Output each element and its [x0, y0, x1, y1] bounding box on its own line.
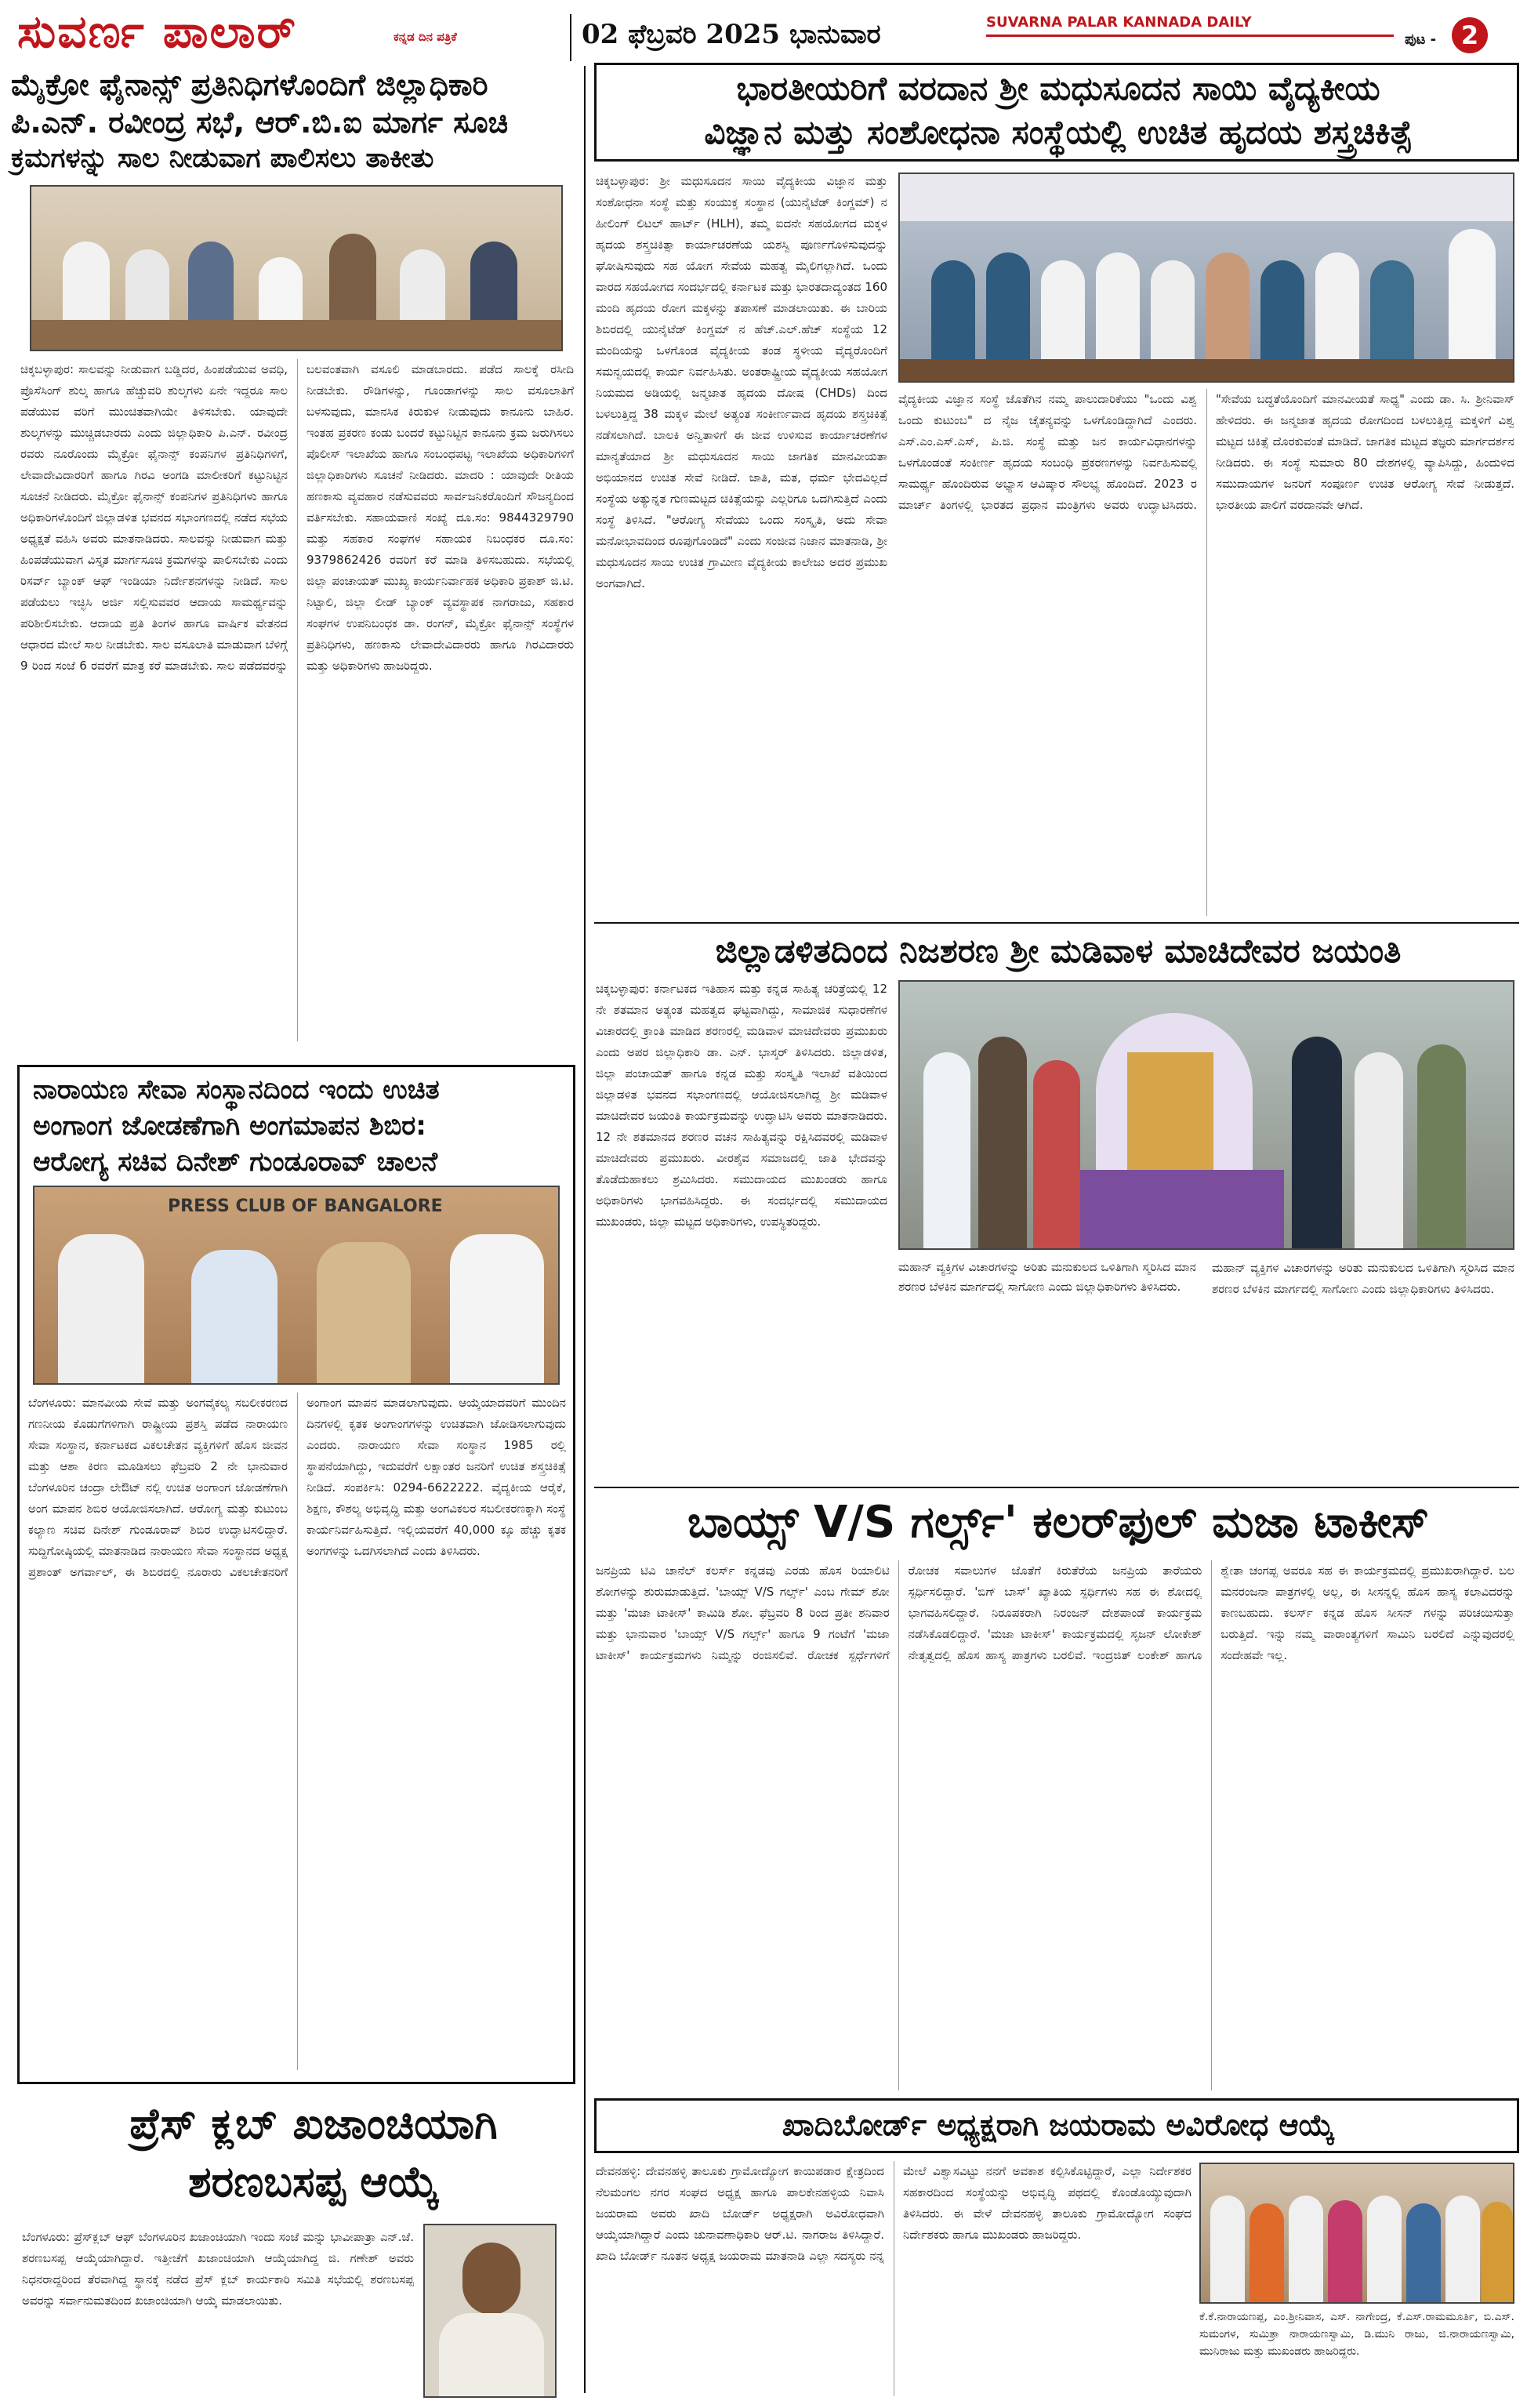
hospital-body-left: ಚಿಕ್ಕಬಳ್ಳಾಪುರ: ಶ್ರೀ ಮಧುಸೂದನ ಸಾಯಿ ವೈದ್ಯಕೀಯ ವಿಜ್ಞಾನ ಮತ್ತು ಸಂಶೋಧನಾ ಸಂಸ್ಥೆ ಮತ್ತು ಸಂಯುಕ್ತ ಸಂಸ್ಥಾನ (ಯುನೈಟೆಡ್ ಕಿಂಗ್ಡಮ್) ನ ಹೀಲಿಂಗ್ ಲಿಟಲ್ ಹಾರ್ಟ್ (HLH), ತಮ್ಮ ಐದನೇ ಸಹಯೋಗದ ಮಕ್ಕಳ ಹೃದಯ ಶಸ್ತ್ರಚಿಕಿತ್ಸಾ ಕಾರ್ಯಾಚರಣೆಯ ಯಶಸ್ವಿ ಪೂರ್ಣಗೊಳಿಸುವುದನ್ನು ಘೋಷಿಸುವುದು ಸಹ ಯೋಗ ಸೇವೆಯ ಮಹತ್ವ ಮೈಲಿಗಲ್ಲಾಗಿದೆ. ಒಂದು ವಾರದ ಸಹಯೋಗದ ಸಂದರ್ಭದಲ್ಲಿ ಕರ್ನಾಟಕ ಮತ್ತು ಭಾರತದಾದ್ಯಂತದ 160 ಮಂದಿ ಹೃದಯ ರೋಗ ಮಕ್ಕಳನ್ನು ತಪಾಸಣೆ ಮಾಡಲಾಯಿತು. ಈ ಬಾರಿಯ ಶಿಬಿರದಲ್ಲಿ ಯುನೈಟೆಡ್ ಕಿಂಗ್ಡಮ್ ನ ಹೆಚ್.ಎಲ್.ಹೆಚ್ ಸಂಸ್ಥೆಯ 12 ಮಂದಿಯನ್ನು ಒಳಗೊಂಡ ವೈದ್ಯಕೀಯ ತಂಡ ಸ್ಥಳೀಯ ವೈದ್ಯರೊಂದಿಗೆ ಸಮನ್ವಯದಲ್ಲಿ ಕಾರ್ಯ ನಿರ್ವಹಿಸಿತು. ಅಂತರಾಷ್ಟ್ರೀಯ ವೈದ್ಯಕೀಯ ಸಹಯೋಗ ನಿಯಮದ ಅಡಿಯಲ್ಲಿ ಜನ್ಮಜಾತ ಹೃದಯ ದೋಷ (CHDs) ದಿಂದ ಬಳಲುತ್ತಿದ್ದ 38 ಮಕ್ಕಳ ಮೇಲೆ ಅತ್ಯಂತ ಸಂಕೀರ್ಣವಾದ ಹೃದಯ ಶಸ್ತ್ರಚಿಕಿತ್ಸೆ ನಡೆಸಲಾಗಿದೆ. ಬಾಲಕಿ ಅನ್ವಿತಾಳಿಗೆ ಈ ಜೀವ ಉಳಿಸುವ ಕಾರ್ಯಾಚರಣೆಗಳ ಮಾನ್ಯತೆಯಾದ ಶ್ರೀ ಮಧುಸೂದನ ಸಾಯಿ ಜಾಗತಿಕ ಮಾನವೀಯತಾ ಅಭಿಯಾನದ ಉಚಿತ ಸೇವೆ ನೀಡಿದೆ. ಜಾತಿ, ಮತ, ಧರ್ಮ ಭೇದವಿಲ್ಲದೆ ಸಂಸ್ಥೆಯ ಅತ್ಯುನ್ನತ ಗುಣಮಟ್ಟದ ಚಿಕಿತ್ಸೆಯನ್ನು ಎಲ್ಲರಿಗೂ ಒದಗಿಸುತ್ತಿದೆ ಎಂದು ಸಂಸ್ಥೆ ತಿಳಿಸಿದೆ. "ಆರೋಗ್ಯ ಸೇವೆಯು ಒಂದು ಸಂಸ್ಕೃತಿ, ಅದು ಸೇವಾ ಮನೋಭಾವದಿಂದ ರೂಪುಗೊಂಡಿದೆ" ಎಂದು ಸಂಜೀವ ನಿಜಾನ ಮಾತನಾಡಿ, ಶ್ರೀ ಮಧುಸೂದನ ಸಾಯಿ ಉಚಿತ ಗ್ರಾಮೀಣ ವೈದ್ಯಕೀಯ ಕಾಲೇಜು ಅದರ ಪ್ರಮುಖ ಅಂಗವಾಗಿದೆ.	[596, 174, 887, 590]
press-meet-photo	[33, 1186, 560, 1385]
meeting-photo	[30, 185, 563, 351]
press-club-sign: PRESS CLUB OF BANGALORE	[168, 1197, 443, 1216]
hospital-headline-2: ವಿಜ್ಞಾನ ಮತ್ತು ಸಂಶೋಧನಾ ಸಂಸ್ಥೆಯಲ್ಲಿ ಉಚಿತ ಹೃದಯ ಶಸ್ತ್ರಚಿಕಿತ್ಸೆ	[704, 113, 1413, 151]
daily-name: SUVARNA PALAR KANNADA DAILY	[986, 14, 1252, 31]
khadi-headline: ಖಾದಿಬೋರ್ಡ್ ಅಧ್ಯಕ್ಷರಾಗಿ ಜಯರಾಮ ಅವಿರೋಧ ಆಯ್ಕೆ	[782, 2108, 1335, 2142]
seva-headline-3: ಆರೋಗ್ಯ ಸಚಿವ ದಿನೇಶ್ ಗುಂಡೂರಾವ್ ಚಾಲನೆ	[33, 1146, 438, 1178]
newspaper-tagline: ಕನ್ನಡ ದಿನ ಪತ್ರಿಕೆ	[394, 30, 457, 44]
finance-headline-1: ಮೈಕ್ರೋ ಫೈನಾನ್ಸ್ ಪ್ರತಿನಿಧಿಗಳೊಂದಿಗೆ ಜಿಲ್ಲಾಧಿಕಾರಿ	[11, 67, 488, 102]
jayanti-headline: ಜಿಲ್ಲಾಡಳಿತದಿಂದ ನಿಜಶರಣ ಶ್ರೀ ಮಡಿವಾಳ ಮಾಚಿದೇವರ ಜಯಂತಿ	[715, 932, 1402, 970]
page-label: ಪುಟ -	[1405, 31, 1437, 48]
page-number-badge: 2	[1452, 17, 1488, 53]
press-headline-1: ಪ್ರೆಸ್ ಕ್ಲಬ್ ಖಜಾಂಚಿಯಾಗಿ	[129, 2099, 498, 2148]
boys-headline: ಬಾಯ್ಸ್ V/S ಗರ್ಲ್ಸ್' ಕಲರ್‌ಫುಲ್ ಮಜಾ ಟಾಕೀಸ್	[687, 1497, 1429, 1548]
ceremony-photo	[898, 980, 1514, 1250]
seva-headline-2: ಅಂಗಾಂಗ ಜೋಡಣೆಗಾಗಿ ಅಂಗಮಾಪನ ಶಿಬಿರ:	[33, 1110, 426, 1142]
issue-date: 02 ಫೆಬ್ರವರಿ 2025 ಭಾನುವಾರ	[582, 19, 881, 50]
sharanabasappa-portrait	[423, 2224, 557, 2398]
jayanti-continued-text: ಮಹಾನ್ ವ್ಯಕ್ತಿಗಳ ವಿಚಾರಗಳನ್ನು ಅರಿತು ಮನುಕುಲದ ಒಳಿತಿಗಾಗಿ ಸ್ಮರಿಸಿದ ಮಾನ ಶರಣರ ಬೆಳಕಿನ ಮಾರ್ಗದಲ್ಲಿ ಸಾಗೋಣ ಎಂದು ಜಿಲ್ಲಾಧಿಕಾರಿಗಳು ತಿಳಿಸಿದರು.	[1212, 1261, 1514, 1296]
boys-top-rule	[594, 1487, 1519, 1488]
boys-body: ಜನಪ್ರಿಯ ಟಿವಿ ಚಾನೆಲ್ ಕಲರ್ಸ್ ಕನ್ನಡವು ಎರಡು ಹೊಸ ರಿಯಾಲಿಟಿ ಶೋಗಳನ್ನು ಶುರುಮಾಡುತ್ತಿದೆ. 'ಬಾಯ್ಸ್ V/S ಗರ್ಲ್ಸ್' ಎಂಬ ಗೇಮ್ ಶೋ ಮತ್ತು 'ಮಜಾ ಟಾಕೀಸ್' ಕಾಮಿಡಿ ಶೋ. ಫೆಬ್ರವರಿ 8 ರಿಂದ ಪ್ರತೀ ಶನಿವಾರ ಮತ್ತು ಭಾನುವಾರ 'ಬಾಯ್ಸ್ V/S ಗರ್ಲ್ಸ್' ಹಾಗೂ 9 ಗಂಟೆಗೆ 'ಮಜಾ ಟಾಕೀಸ್' ಕಾರ್ಯಕ್ರಮಗಳು ನಿಮ್ಮನ್ನು ರಂಜಿಸಲಿವೆ. ರೋಚಕ ಸ್ಪರ್ಧೆಗಳಿಗೆ ರೋಚಕ ಸವಾಲುಗಳ ಜೊತೆಗೆ ಕಿರುತೆರೆಯ ಜನಪ್ರಿಯ ತಾರೆಯರು ಸ್ಪರ್ಧಿಸಲಿದ್ದಾರೆ. 'ಬಿಗ್ ಬಾಸ್' ಖ್ಯಾತಿಯ ಸ್ಪರ್ಧಿಗಳು ಸಹ ಈ ಶೋದಲ್ಲಿ ಭಾಗವಹಿಸಲಿದ್ದಾರೆ. ನಿರೂಪಕರಾಗಿ ನಿರಂಜನ್ ದೇಶಪಾಂಡೆ ಕಾರ್ಯಕ್ರಮ ನಡೆಸಿಕೊಡಲಿದ್ದಾರೆ. 'ಮಜಾ ಟಾಕೀಸ್' ಕಾರ್ಯಕ್ರಮದಲ್ಲಿ ಸೃಜನ್ ಲೋಕೇಶ್ ನೇತೃತ್ವದಲ್ಲಿ ಹೊಸ ಹಾಸ್ಯ ಪಾತ್ರಗಳು ಬರಲಿವೆ. ಇಂದ್ರಜಿತ್ ಲಂಕೇಶ್ ಹಾಗೂ ಶ್ವೇತಾ ಚಂಗಪ್ಪ ಅವರೂ ಸಹ ಈ ಕಾರ್ಯಕ್ರಮದಲ್ಲಿ ಪ್ರಮುಖರಾಗಿದ್ದಾರೆ. ಬಲ ಮನರಂಜನಾ ಪಾತ್ರಗಳಲ್ಲಿ ಅಲ್ಲ, ಈ ಸೀಸನ್ನಲ್ಲಿ ಹೊಸ ಹಾಸ್ಯ ಕಲಾವಿದರನ್ನು ಕಾಣಬಹುದು. ಕಲರ್ಸ್ ಕನ್ನಡ ಹೊಸ ಸೀಸನ್ ಗಳನ್ನು ಪರಿಚಯಿಸುತ್ತಾ ಬರುತ್ತಿದೆ. ಇನ್ನು ನಮ್ಮ ವಾರಾಂತ್ಯಗಳಿಗೆ ಸಾಮಿನಿ ಬರಲಿದೆ ಎನ್ನುವುದರಲ್ಲಿ ಸಂದೇಹವೇ ಇಲ್ಲ.	[596, 1564, 1514, 1662]
jayanti-caption: ಮಹಾನ್ ವ್ಯಕ್ತಿಗಳ ವಿಚಾರಗಳನ್ನು ಅರಿತು ಮನುಕುಲದ ಒಳಿತಿಗಾಗಿ ಸ್ಮರಿಸಿದ ಮಾನ ಶರಣರ ಬೆಳಕಿನ ಮಾರ್ಗದಲ್ಲಿ ಸಾಗೋಣ ಎಂದು ಜಿಲ್ಲಾಧಿಕಾರಿಗಳು ತಿಳಿಸಿದರು.	[898, 1260, 1196, 1294]
finance-headline-3: ಕ್ರಮಗಳನ್ನು ಸಾಲ ನೀಡುವಾಗ ಪಾಲಿಸಲು ತಾಕೀತು	[11, 143, 434, 174]
seva-body: ಬೆಂಗಳೂರು: ಮಾನವೀಯ ಸೇವೆ ಮತ್ತು ಅಂಗವೈಕಲ್ಯ ಸಬಲೀಕರಣದ ಗಣನೀಯ ಕೊಡುಗೆಗಳಿಗಾಗಿ ರಾಷ್ಟ್ರೀಯ ಪ್ರಶಸ್ತಿ ಪಡೆದ ನಾರಾಯಣ ಸೇವಾ ಸಂಸ್ಥಾನ, ಕರ್ನಾಟಕದ ವಿಕಲಚೇತನ ವ್ಯಕ್ತಿಗಳಿಗೆ ಹೊಸ ಜೀವನ ಮತ್ತು ಆಶಾ ಕಿರಣ ಮೂಡಿಸಲು ಫೆಬ್ರವರಿ 2 ನೇ ಭಾನುವಾರ ಬೆಂಗಳೂರಿನ ಚಂದ್ರಾ ಲೇಔಟ್ ನಲ್ಲಿ ಉಚಿತ ಅಂಗಾಂಗ ಜೋಡಣೆಗಾಗಿ ಅಂಗ ಮಾಪನ ಶಿಬಿರ ಆಯೋಜಿಸಲಾಗಿದೆ. ಆರೋಗ್ಯ ಮತ್ತು ಕುಟುಂಬ ಕಲ್ಯಾಣ ಸಚಿವ ದಿನೇಶ್ ಗುಂಡೂರಾವ್ ಶಿಬಿರ ಉದ್ಘಾಟಿಸಲಿದ್ದಾರೆ. ಸುದ್ದಿಗೋಷ್ಠಿಯಲ್ಲಿ ಮಾತನಾಡಿದ ನಾರಾಯಣ ಸೇವಾ ಸಂಸ್ಥಾನದ ಅಧ್ಯಕ್ಷ ಪ್ರಶಾಂತ್ ಅಗರ್ವಾಲ್, ಈ ಶಿಬಿರದಲ್ಲಿ ನೂರಾರು ವಿಕಲಚೇತನರಿಗೆ ಅಂಗಾಂಗ ಮಾಪನ ಮಾಡಲಾಗುವುದು. ಆಯ್ಕೆಯಾದವರಿಗೆ ಮುಂದಿನ ದಿನಗಳಲ್ಲಿ ಕೃತಕ ಅಂಗಾಂಗಗಳನ್ನು ಉಚಿತವಾಗಿ ಜೋಡಿಸಲಾಗುವುದು ಎಂದರು. ನಾರಾಯಣ ಸೇವಾ ಸಂಸ್ಥಾನ 1985 ರಲ್ಲಿ ಸ್ಥಾಪನೆಯಾಗಿದ್ದು, ಇದುವರೆಗೆ ಲಕ್ಷಾಂತರ ಜನರಿಗೆ ಉಚಿತ ಶಸ್ತ್ರಚಿಕಿತ್ಸೆ ನೀಡಿದೆ. ಸಂಪರ್ಕಿಸಿ: 0294-6622222. ವೈದ್ಯಕೀಯ ಆರೈಕೆ, ಶಿಕ್ಷಣ, ಕೌಶಲ್ಯ ಅಭಿವೃದ್ಧಿ ಮತ್ತು ಅಂಗವಿಕಲರ ಸಬಲೀಕರಣಕ್ಕಾಗಿ ಸಂಸ್ಥೆ ಕಾರ್ಯನಿರ್ವಹಿಸುತ್ತಿದೆ. ಇಲ್ಲಿಯವರೆಗೆ 40,000 ಕ್ಕೂ ಹೆಚ್ಚು ಕೃತಕ ಅಂಗಗಳನ್ನು ಒದಗಿಸಲಾಗಿದೆ ಎಂದು ತಿಳಿಸಿದರು.	[28, 1396, 566, 1579]
khadi-caption: ಕೆ.ಕೆ.ನಾರಾಯಣಪ್ಪ, ಎಂ.ಶ್ರೀನಿವಾಸ, ಎಸ್. ನಾಗೇಂದ್ರ, ಕೆ.ಎಸ್.ರಾಮಮೂರ್ತಿ, ಬಿ.ಎಸ್. ಸುಮಂಗಳ, ಸುಮಿತ್ರಾ ನಾರಾಯಣಸ್ವಾಮಿ, ಡಿ.ಮುನಿ ರಾಜು, ಜಿ.ನಾರಾಯಣಸ್ವಾಮಿ, ಮುನಿರಾಜು ಮತ್ತು ಮುಖಂಡರು ಹಾಜರಿದ್ದರು.	[1199, 2311, 1514, 2358]
jayanti-body: ಚಿಕ್ಕಬಳ್ಳಾಪುರ: ಕರ್ನಾಟಕದ ಇತಿಹಾಸ ಮತ್ತು ಕನ್ನಡ ಸಾಹಿತ್ಯ ಚರಿತ್ರೆಯಲ್ಲಿ 12 ನೇ ಶತಮಾನ ಅತ್ಯಂತ ಮಹತ್ವದ ಘಟ್ಟವಾಗಿದ್ದು, ಸಾಮಾಜಿಕ ಸುಧಾರಣೆಗಳ ವಿಚಾರದಲ್ಲಿ ಕ್ರಾಂತಿ ಮಾಡಿದ ಶರಣರಲ್ಲಿ ಮಡಿವಾಳ ಮಾಚಿದೇವರು ಪ್ರಮುಖರು ಎಂದು ಅಪರ ಜಿಲ್ಲಾಧಿಕಾರಿ ಡಾ. ಎನ್. ಭಾಸ್ಕರ್ ತಿಳಿಸಿದರು. ಜಿಲ್ಲಾಡಳಿತ, ಜಿಲ್ಲಾ ಪಂಚಾಯತ್ ಹಾಗೂ ಕನ್ನಡ ಮತ್ತು ಸಂಸ್ಕೃತಿ ಇಲಾಖೆ ವತಿಯಿಂದ ಜಿಲ್ಲಾಡಳಿತ ಭವನದ ಸಭಾಂಗಣದಲ್ಲಿ ಆಯೋಜಿಸಲಾಗಿದ್ದ ಶ್ರೀ ಮಡಿವಾಳ ಮಾಚಿದೇವರ ಜಯಂತಿ ಕಾರ್ಯಕ್ರಮವನ್ನು ಉದ್ಘಾಟಿಸಿ ಅವರು ಮಾತನಾಡಿದರು. 12 ನೇ ಶತಮಾನದ ಶರಣರ ವಚನ ಸಾಹಿತ್ಯವನ್ನು ರಕ್ಷಿಸಿದವರಲ್ಲಿ ಮಡಿವಾಳ ಮಾಚಿದೇವರು ಪ್ರಮುಖರು. ವೀರಶೈವ ಸಮಾಜದಲ್ಲಿ ಜಾತಿ ಭೇದವನ್ನು ತೊಡೆದುಹಾಕಲು ಶ್ರಮಿಸಿದರು. ಸಮುದಾಯದ ಮುಖಂಡರು ಹಾಗೂ ಅಧಿಕಾರಿಗಳು ಭಾಗವಹಿಸಿದ್ದರು. ಈ ಸಂದರ್ಭದಲ್ಲಿ ಸಮುದಾಯದ ಮುಖಂಡರು, ಜಿಲ್ಲಾ ಮಟ್ಟದ ಅಧಿಕಾರಿಗಳು, ಉಪಸ್ಥಿತರಿದ್ದರು.	[596, 982, 887, 1229]
hospital-stage-photo	[898, 173, 1514, 383]
press-body: ಬೆಂಗಳೂರು: ಪ್ರೆಸ್‌ಕ್ಲಬ್ ಆಫ್ ಬೆಂಗಳೂರಿನ ಖಜಾಂಚಿಯಾಗಿ ಇಂದು ಸಂಜೆ ಮನ್ನು ಭಾವೀಪಾತ್ರಾ ಎನ್.ಜೆ. ಶರಣಬಸಪ್ಪ ಆಯ್ಕೆಯಾಗಿದ್ದಾರೆ. ಇತ್ತೀಚೆಗೆ ಖಜಾಂಚಿಯಾಗಿ ಆಯ್ಕೆಯಾಗಿದ್ದ ಜಿ. ಗಣೇಶ್ ಅವರು ನಿಧನರಾದ್ದರಿಂದ ತೆರವಾಗಿದ್ದ ಸ್ಥಾನಕ್ಕೆ ನಡೆದ ಪ್ರೆಸ್ ಕ್ಲಬ್ ಕಾರ್ಯಕಾರಿ ಸಮಿತಿ ಸಭೆಯಲ್ಲಿ ಶರಣಬಸಪ್ಪ ಅವರನ್ನು ಸರ್ವಾನುಮತದಿಂದ ಖಜಾಂಚಿಯಾಗಿ ಆಯ್ಕೆ ಮಾಡಲಾಯಿತು.	[22, 2230, 414, 2308]
khadi-body: ದೇವನಹಳ್ಳಿ: ದೇವನಹಳ್ಳಿ ತಾಲೂಕು ಗ್ರಾಮೋದ್ಯೋಗ ಕಾಯಿಪಡಾರ ಕ್ಷೇತ್ರದಿಂದ ನೆಲಮಂಗಲ ನಗರ ಸಂಘದ ಅಧ್ಯಕ್ಷ ಹಾಗೂ ಪಾಲಕೇನಹಳ್ಳಿಯ ನಿವಾಸಿ ಜಯರಾಮ ಅವರು ಖಾದಿ ಬೋರ್ಡ್ ಅಧ್ಯಕ್ಷರಾಗಿ ಅವಿರೋಧವಾಗಿ ಆಯ್ಕೆಯಾಗಿದ್ದಾರೆ ಎಂದು ಚುನಾವಣಾಧಿಕಾರಿ ಆರ್.ಟಿ. ನಾಗರಾಜ ತಿಳಿಸಿದ್ದಾರೆ. ಖಾದಿ ಬೋರ್ಡ್ ನೂತನ ಅಧ್ಯಕ್ಷ ಜಯರಾಮ ಮಾತನಾಡಿ ಎಲ್ಲಾ ಸದಸ್ಯರು ನನ್ನ ಮೇಲೆ ವಿಶ್ವಾಸವಿಟ್ಟು ನನಗೆ ಅವಕಾಶ ಕಲ್ಪಿಸಿಕೊಟ್ಟಿದ್ದಾರೆ, ಎಲ್ಲಾ ನಿರ್ದೇಶಕರ ಸಹಕಾರದಿಂದ ಸಂಸ್ಥೆಯನ್ನು ಅಭಿವೃದ್ಧಿ ಪಥದಲ್ಲಿ ಕೊಂಡೊಯ್ಯುವುದಾಗಿ ತಿಳಿಸಿದರು. ಈ ವೇಳೆ ದೇವನಹಳ್ಳಿ ತಾಲೂಕು ಗ್ರಾಮೋದ್ಯೋಗ ಸಂಘದ ನಿರ್ದೇಶಕರು ಹಾಗೂ ಮುಖಂಡರು ಹಾಜರಿದ್ದರು.	[596, 2164, 1191, 2263]
masthead-rule	[986, 35, 1394, 37]
masthead-divider	[570, 14, 571, 61]
left-column-divider	[584, 66, 586, 2393]
finance-headline-2: ಪಿ.ಎನ್. ರವೀಂದ್ರ ಸಭೆ, ಆರ್.ಬಿ.ಐ ಮಾರ್ಗ ಸೂಚಿ	[11, 105, 509, 140]
khadi-group-photo	[1199, 2163, 1514, 2304]
jayanti-body-continued	[1212, 1258, 1514, 1477]
newspaper-title: ಸುವರ್ಣ ಪಾಲಾರ್	[17, 5, 298, 58]
press-headline-2: ಶರಣಬಸಪ್ಪ ಆಯ್ಕೆ	[187, 2157, 439, 2206]
hospital-headline-1: ಭಾರತೀಯರಿಗೆ ವರದಾನ ಶ್ರೀ ಮಧುಸೂದನ ಸಾಯಿ ವೈದ್ಯಕೀಯ	[736, 69, 1380, 107]
jayanti-top-rule	[594, 922, 1519, 924]
hospital-body-right: ವೈದ್ಯಕೀಯ ವಿಜ್ಞಾನ ಸಂಸ್ಥೆ ಜೊತೆಗಿನ ನಮ್ಮ ಪಾಲುದಾರಿಕೆಯು "ಒಂದು ವಿಶ್ವ ಒಂದು ಕುಟುಂಬ" ದ ನೈಜ ಚೈತನ್ಯವನ್ನು ಒಳಗೊಂಡಿದ್ದಾಗಿದೆ ಎಂದರು. ಎಸ್.ಎಂ.ಎಸ್.ಎಸ್, ಪಿ.ಜಿ. ಸಂಸ್ಥೆ ಮತ್ತು ಜನ ಕಾರ್ಯವಿಧಾನಗಳನ್ನು ಒಳಗೊಂಡಂತೆ ಸಂಕೀರ್ಣ ಹೃದಯ ಸಂಬಂಧಿ ಪ್ರಕರಣಗಳನ್ನು ನಿರ್ವಹಿಸುವಲ್ಲಿ ಸಾಮರ್ಥ್ಯ ಹೊಂದಿರುವ ಅಭ್ಯಾಸ ಆವಿಷ್ಕಾರ ಸೌಲಭ್ಯ ಹೊಂದಿದೆ. 2023 ರ ಮಾರ್ಚ್ ತಿಂಗಳಲ್ಲಿ ಭಾರತದ ಪ್ರಧಾನ ಮಂತ್ರಿಗಳು ಅವರು ಉದ್ಘಾಟಿಸಿದರು. "ಸೇವೆಯ ಬದ್ಧತೆಯೊಂದಿಗೆ ಮಾನವೀಯತೆ ಸಾಧ್ಯ" ಎಂದು ಡಾ. ಸಿ. ಶ್ರೀನಿವಾಸ್ ಹೇಳಿದರು. ಈ ಜನ್ಮಜಾತ ಹೃದಯ ರೋಗದಿಂದ ಬಳಲುತ್ತಿದ್ದ ಮಕ್ಕಳಿಗೆ ವಿಶ್ವ ಮಟ್ಟದ ಚಿಕಿತ್ಸೆ ದೊರಕುವಂತೆ ಮಾಡಿದೆ. ಜಾಗತಿಕ ಮಟ್ಟದ ತಜ್ಞರು ಮಾರ್ಗದರ್ಶನ ನೀಡಿದರು. ಈ ಸಂಸ್ಥೆ ಸುಮಾರು 80 ದೇಶಗಳಲ್ಲಿ ವ್ಯಾಪಿಸಿದ್ದು, ಹಿಂದುಳಿದ ಸಮುದಾಯಗಳ ಜನರಿಗೆ ಸಂಪೂರ್ಣ ಉಚಿತ ಆರೋಗ್ಯ ಸೇವೆ ನೀಡುತ್ತದೆ. ಭಾರತೀಯ ಪಾಲಿಗೆ ವರದಾನವೇ ಆಗಿದೆ.	[898, 392, 1514, 512]
finance-body: ಚಿಕ್ಕಬಳ್ಳಾಪುರ: ಸಾಲವನ್ನು ನೀಡುವಾಗ ಬಡ್ಡಿದರ, ಹಿಂಪಡೆಯುವ ಅವಧಿ, ಪ್ರೊಸೆಸಿಂಗ್ ಶುಲ್ಕ ಹಾಗೂ ಹೆಚ್ಚುವರಿ ಶುಲ್ಕಗಳು ಏನೇ ಇದ್ದರೂ ಸಾಲ ಪಡೆಯುವ ವರಿಗೆ ಮುಂಚಿತವಾಗಿಯೇ ತಿಳಿಸಬೇಕು. ಯಾವುದೇ ಶುಲ್ಕಗಳನ್ನು ಮುಚ್ಚಿಡಬಾರದು ಎಂದು ಜಿಲ್ಲಾಧಿಕಾರಿ ಪಿ.ಎನ್. ರವೀಂದ್ರ ರವರು ನೂರೊಂದು ಮೈಕ್ರೋ ಫೈನಾನ್ಸ್ ಕಂಪನಿಗಳ ಪ್ರತಿನಿಧಿಗಳಿಗೆ, ಲೇವಾದೇವಿದಾರರಿಗೆ ಹಾಗೂ ಗಿರವಿ ಅಂಗಡಿ ಮಾಲೀಕರಿಗೆ ಕಟ್ಟುನಿಟ್ಟಿನ ಸೂಚನೆ ನೀಡಿದರು. ಮೈಕ್ರೋ ಫೈನಾನ್ಸ್ ಕಂಪನಿಗಳ ಪ್ರತಿನಿಧಿಗಳು ಹಾಗೂ ಅಧಿಕಾರಿಗಳೊಂದಿಗೆ ಜಿಲ್ಲಾಡಳಿತ ಭವನದ ಸಭಾಂಗಣದಲ್ಲಿ ನಡೆದ ಸಭೆಯ ಅಧ್ಯಕ್ಷತೆ ವಹಿಸಿ ಅವರು ಮಾತನಾಡಿದರು. ಸಾಲವನ್ನು ನೀಡುವಾಗ ಮತ್ತು ಹಿಂಪಡೆಯುವಾಗ ವಿಸ್ತೃತ ಮಾರ್ಗಸೂಚಿ ಕ್ರಮಗಳನ್ನು ಪಾಲಿಸಬೇಕು ಎಂದು ರಿಸರ್ವ್ ಬ್ಯಾಂಕ್ ಆಫ್ ಇಂಡಿಯಾ ನಿರ್ದೇಶನಗಳನ್ನು ನೀಡಿದೆ. ಸಾಲ ಪಡೆಯಲು ಇಚ್ಛಿಸಿ ಅರ್ಜಿ ಸಲ್ಲಿಸುವವರ ಆದಾಯ ಸಾಮರ್ಥ್ಯವನ್ನು ಪರಿಶೀಲಿಸಬೇಕು. ಆದಾಯ ಪ್ರತಿ ತಿಂಗಳ ಹಾಗೂ ವಾರ್ಷಿಕ ವೇತನದ ಆಧಾರದ ಮೇಲೆ ಸಾಲ ನೀಡಬೇಕು. ಸಾಲ ವಸೂಲಾತಿ ಮಾಡುವಾಗ ಬೆಳಿಗ್ಗೆ 9 ರಿಂದ ಸಂಜೆ 6 ರವರೆಗೆ ಮಾತ್ರ ಕರೆ ಮಾಡಬೇಕು. ಸಾಲ ಪಡೆದವರನ್ನು ಬಲವಂತವಾಗಿ ವಸೂಲಿ ಮಾಡಬಾರದು. ಪಡೆದ ಸಾಲಕ್ಕೆ ರಸೀದಿ ನೀಡಬೇಕು. ರೌಡಿಗಳನ್ನು, ಗೂಂಡಾಗಳನ್ನು ಸಾಲ ವಸೂಲಾತಿಗೆ ಬಳಸುವುದು, ಮಾನಸಿಕ ಕಿರುಕುಳ ನೀಡುವುದು ಕಾನೂನು ಬಾಹಿರ. ಇಂತಹ ಪ್ರಕರಣ ಕಂಡು ಬಂದರೆ ಕಟ್ಟುನಿಟ್ಟಿನ ಕಾನೂನು ಕ್ರಮ ಜರುಗಿಸಲು ಪೊಲೀಸ್ ಇಲಾಖೆಯ ಹಾಗೂ ಸಂಬಂಧಪಟ್ಟ ಇಲಾಖೆಯ ಅಧಿಕಾರಿಗಳಿಗೆ ಜಿಲ್ಲಾಧಿಕಾರಿಗಳು ಸೂಚನೆ ನೀಡಿದರು. ಮಾದರಿ : ಯಾವುದೇ ರೀತಿಯ ಹಣಕಾಸು ವ್ಯವಹಾರ ನಡೆಸುವವರು ಸಾರ್ವಜನಿಕರೊಂದಿಗೆ ಸೌಜನ್ಯದಿಂದ ವರ್ತಿಸಬೇಕು. ಸಹಾಯವಾಣಿ ಸಂಖ್ಯೆ ದೂ.ಸಂ: 9844329790 ಮತ್ತು ಸಹಕಾರ ಸಂಘಗಳ ಸಹಾಯಕ ನಿಬಂಧಕರ ದೂ.ಸಂ: 9379862426 ರವರಿಗೆ ಕರೆ ಮಾಡಿ ತಿಳಿಸಬಹುದು. ಸಭೆಯಲ್ಲಿ ಜಿಲ್ಲಾ ಪಂಚಾಯತ್ ಮುಖ್ಯ ಕಾರ್ಯನಿರ್ವಾಹಕ ಅಧಿಕಾರಿ ಪ್ರಕಾಶ್ ಜಿ.ಟಿ. ನಿಟ್ಟಾಲಿ, ಜಿಲ್ಲಾ ಲೀಡ್ ಬ್ಯಾಂಕ್ ವ್ಯವಸ್ಥಾಪಕ ನಾಗರಾಜು, ಸಹಕಾರ ಸಂಘಗಳ ಉಪನಿಬಂಧಕ ಡಾ. ರಂಗನ್, ಮೈಕ್ರೋ ಫೈನಾನ್ಸ್ ಸಂಸ್ಥೆಗಳ ಪ್ರತಿನಿಧಿಗಳು, ಹಣಕಾಸು ಲೇವಾದೇವಿದಾರರು ಹಾಗೂ ಗಿರವಿದಾರರು ಮತ್ತು ಅಧಿಕಾರಿಗಳು ಹಾಜರಿದ್ದರು.	[20, 362, 574, 673]
seva-headline-1: ನಾರಾಯಣ ಸೇವಾ ಸಂಸ್ಥಾನದಿಂದ ಇಂದು ಉಚಿತ	[33, 1074, 440, 1106]
